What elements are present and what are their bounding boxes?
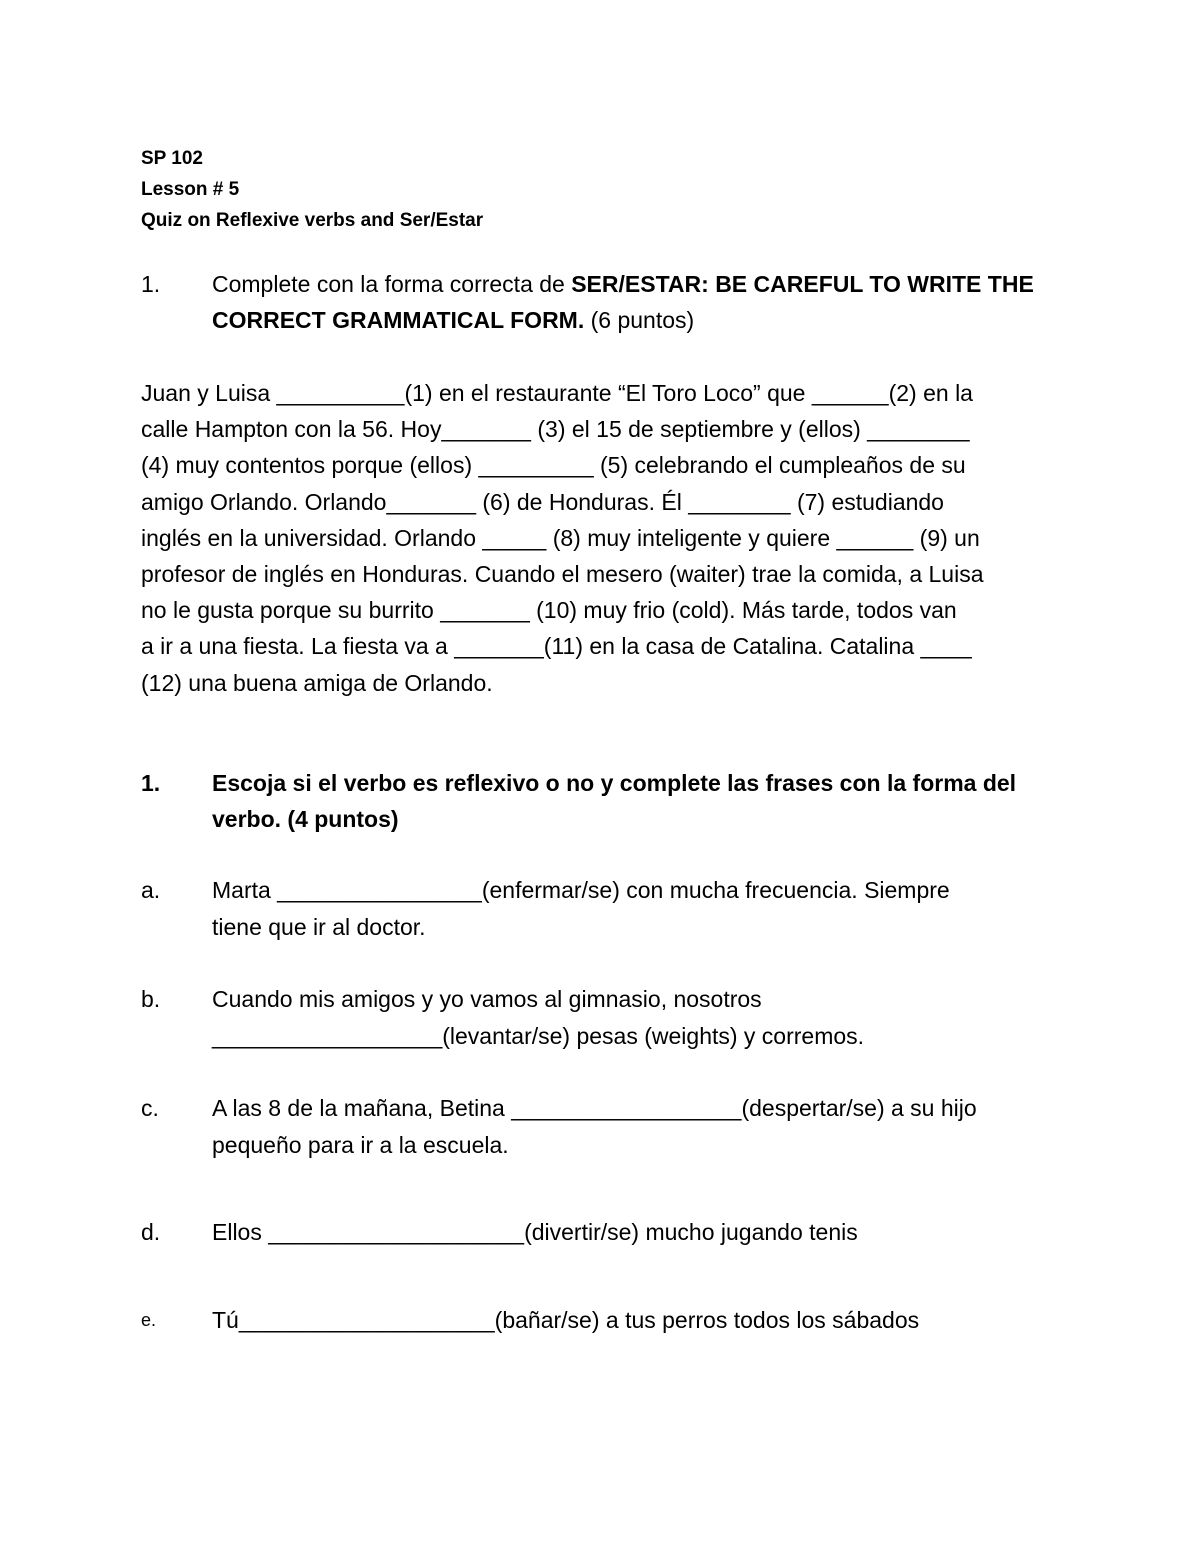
quiz-title: Quiz on Reflexive verbs and Ser/Estar [141,210,484,231]
item-text: __________________(levantar/se) pesas (weights) y corremos. [212,1022,865,1049]
paragraph-line: Juan y Luisa __________(1) en el restaurante “El Toro Loco” que ______(2) en la [141,380,973,406]
ser-estar-paragraph [141,375,1076,701]
item-label: b. [141,986,161,1012]
item-text: A las 8 de la mañana, Betina __________________(despertar/se) a su hijo [212,1095,977,1121]
question-1-points: (6 puntos) [584,307,695,333]
item-text: Tú____________________(bañar/se) a tus perros todos los sábados [212,1307,920,1333]
paragraph-line: no le gusta porque su burrito _______ (10) muy frio (cold). Más tarde, todos van [141,597,957,624]
course-code: SP 102 [141,148,203,169]
item-label: c. [141,1095,159,1121]
item-a [141,872,1076,945]
item-b [141,981,1076,1054]
paragraph-line: a ir a una fiesta. La fiesta va a _______(11) en la casa de Catalina. Catalina ____ [141,633,972,660]
paragraph-line: (4) muy contentos porque (ellos) _________ (5) celebrando el cumpleaños de su [141,452,966,479]
item-text: Marta ________________(enfermar/se) con mucha frecuencia. Siempre [212,877,950,903]
item-c [141,1090,1076,1163]
paragraph-line: inglés en la universidad. Orlando _____ (8) muy inteligente y quiere ______ (9) un [141,524,980,551]
item-label: e. [141,1310,157,1330]
paragraph-line: (12) una buena amiga de Orlando. [141,669,493,696]
item-text: pequeño para ir a la escuela. [212,1131,509,1158]
question-1-number: 1. [141,271,161,297]
question-2-number: 1. [141,770,161,796]
paragraph-line: profesor de inglés en Honduras. Cuando el mesero (waiter) trae la comida, a Luisa [141,561,984,588]
question-2-instructions: Escoja si el verbo es reflexivo o no y complete las frases con la forma del verbo. (4 puntos) [212,770,1017,832]
question-1-instructions: Complete con la forma correcta de SER/ESTAR: BE CAREFUL TO WRITE THE CORRECT GRAMMATICAL FORM. (6 puntos) [212,271,1034,333]
item-text: Cuando mis amigos y yo vamos al gimnasio, nosotros [212,986,762,1012]
question-1 [141,266,1076,338]
quiz-header [141,143,483,236]
paragraph-line: calle Hampton con la 56. Hoy_______ (3) el 15 de septiembre y (ellos) ________ [141,416,970,443]
paragraph-line: amigo Orlando. Orlando_______ (6) de Honduras. Él ________ (7) estudiando [141,488,944,515]
item-label: d. [141,1219,161,1245]
question-2 [141,765,1076,837]
item-d [141,1214,1076,1251]
item-text: tiene que ir al doctor. [212,913,426,940]
question-1-emphasis: SER/ESTAR: BE CAREFUL TO WRITE THE CORRECT GRAMMATICAL FORM. [212,271,1034,333]
item-label: a. [141,877,161,903]
lesson-number: Lesson # 5 [141,179,240,200]
item-text: Ellos ____________________(divertir/se) mucho jugando tenis [212,1219,858,1245]
item-e [141,1302,1076,1339]
